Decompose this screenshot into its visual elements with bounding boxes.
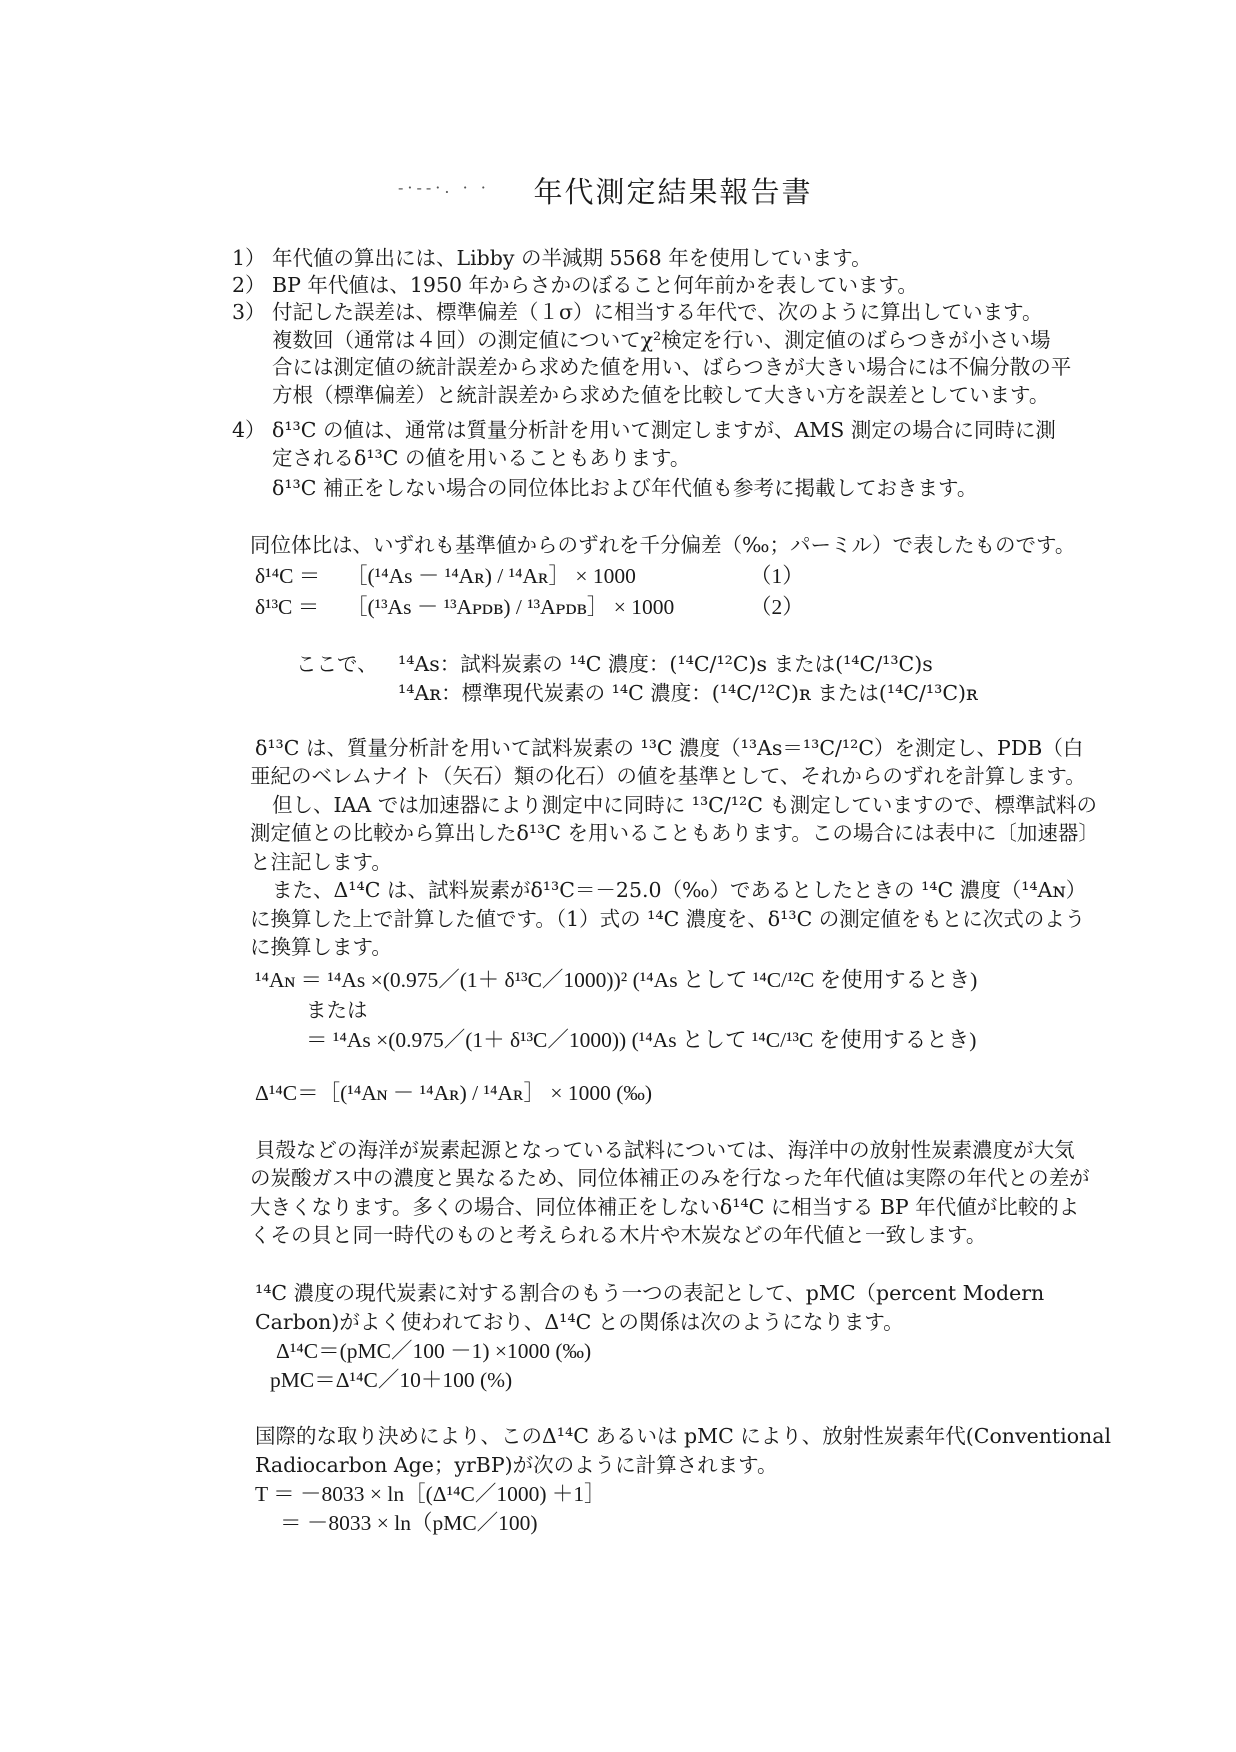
para1-line-2: 亜紀のベレムナイト（矢石）類の化石）の値を基準として、それからのずれを計算します。 [250,764,1086,788]
para2-line-2: の炭酸ガス中の濃度と異なるため、同位体補正のみを行なった年代値は実際の年代との差が [250,1166,1090,1190]
note-3-line-4: 方根（標準偏差）と統計誤差から求めた値を比較して大きい方を誤差としています。 [272,383,1050,407]
note-3-line-1: 付記した誤差は、標準偏差（１σ）に相当する年代で、次のように算出しています。 [272,300,1043,324]
eq2-body: ［(¹³As － ¹³Aᴘᴅʙ) / ¹³Aᴘᴅʙ］ × 1000 [346,595,675,619]
definition-14as: ¹⁴As：試料炭素の ¹⁴C 濃度：(¹⁴C/¹²C)s または(¹⁴C/¹³C)s [398,652,933,676]
para1-line-5: と注記します。 [250,850,392,874]
pmc-line-1: ¹⁴C 濃度の現代炭素に対する割合のもう一つの表記として、pMC（percent Modern [255,1281,1045,1305]
note-1-number: 1） [232,246,266,270]
para2-line-3: 大きくなります。多くの場合、同位体補正をしないδ¹⁴C に相当する BP 年代値が比較的よ [250,1195,1080,1219]
note-2-line-1: BP 年代値は、1950 年からさかのぼること何年前かを表しています。 [272,273,918,297]
conversion-eq-b: ＝ ¹⁴As ×(0.975／(1＋ δ¹³C／1000)) (¹⁴As として ¹⁴C/¹³C を使用するとき) [306,1028,977,1052]
para2-line-1: 貝殻などの海洋が炭素起源となっている試料については、海洋中の放射性炭素濃度が大気 [255,1138,1075,1162]
eq1-body: ［(¹⁴As － ¹⁴Aʀ) / ¹⁴Aʀ］ × 1000 [346,564,636,588]
note-3-number: 3） [232,300,266,324]
age-line-2: Radiocarbon Age；yrBP)が次のように計算されます。 [255,1453,778,1477]
conversion-or: または [306,998,368,1022]
delta-14c-formula: Δ¹⁴C＝［(¹⁴Aɴ － ¹⁴Aʀ) / ¹⁴Aʀ］ × 1000 (‰) [255,1081,653,1105]
definition-14ar: ¹⁴Aʀ：標準現代炭素の ¹⁴C 濃度：(¹⁴C/¹²C)ʀ または(¹⁴C/¹³C)ʀ [398,681,978,705]
note-4-line-3: δ¹³C 補正をしない場合の同位体比および年代値も参考に掲載しておきます。 [272,476,978,500]
eq1-number: （1） [750,564,804,588]
conversion-eq-a: ¹⁴Aɴ ＝ ¹⁴As ×(0.975／(1＋ δ¹³C／1000))² (¹⁴As として ¹⁴C/¹²C を使用するとき) [255,968,978,992]
note-1-line-1: 年代値の算出には、Libby の半減期 5568 年を使用しています。 [272,246,872,270]
para1-line-3: 但し、IAA では加速器により測定中に同時に ¹³C/¹²C も測定していますので、標準試料の [272,793,1097,817]
pmc-eq-2: pMC＝Δ¹⁴C／10＋100 (%) [270,1368,513,1392]
para1-line-8: に換算します。 [250,935,392,959]
eq2-lhs: δ¹³C ＝ [255,595,320,619]
age-line-1: 国際的な取り決めにより、このΔ¹⁴C あるいは pMC により、放射性炭素年代(Conventional [255,1424,1112,1448]
para1-line-1: δ¹³C は、質量分析計を用いて試料炭素の ¹³C 濃度（¹³As＝¹³C/¹²C）を測定し、PDB（白 [255,736,1084,760]
scan-marks: -·--·. · · [398,178,490,197]
pmc-eq-1: Δ¹⁴C＝(pMC／100 －1) ×1000 (‰) [276,1339,592,1363]
eq1-lhs: δ¹⁴C ＝ [255,564,321,588]
page-title: 年代測定結果報告書 [533,175,813,209]
where-label: ここで、 [296,652,378,676]
age-eq-1: T ＝ －8033 × ln［(Δ¹⁴C／1000) ＋1］ [255,1482,606,1506]
eq2-number: （2） [750,595,804,619]
isotope-intro: 同位体比は、いずれも基準値からのずれを千分偏差（‰；パーミル）で表したものです。 [250,533,1076,557]
para2-line-4: くその貝と同一時代のものと考えられる木片や木炭などの年代値と一致します。 [250,1223,987,1247]
para1-line-7: に換算した上で計算した値です。（1）式の ¹⁴C 濃度を、δ¹³C の測定値をもとに次式のよう [250,907,1086,931]
para1-line-4: 測定値との比較から算出したδ¹³C を用いることもあります。この場合には表中に〔加速器〕 [250,821,1099,845]
age-eq-2: ＝ －8033 × ln（pMC／100) [280,1511,538,1535]
para1-line-6: また、Δ¹⁴C は、試料炭素がδ¹³C＝－25.0（‰）であるとしたときの ¹⁴C 濃度（¹⁴Aɴ） [272,878,1087,902]
note-4-line-1: δ¹³C の値は、通常は質量分析計を用いて測定しますが、AMS 測定の場合に同時に測 [272,418,1056,442]
note-3-line-2: 複数回（通常は４回）の測定値についてχ²検定を行い、測定値のばらつきが小さい場 [272,328,1051,352]
note-4-number: 4） [232,418,266,442]
pmc-line-2: Carbon)がよく使われており、Δ¹⁴C との関係は次のようになります。 [255,1310,904,1334]
note-4-line-2: 定されるδ¹³C の値を用いることもあります。 [272,446,691,470]
note-3-line-3: 合には測定値の統計誤差から求めた値を用い、ばらつきが大きい場合には不偏分散の平 [272,355,1072,379]
note-2-number: 2） [232,273,266,297]
